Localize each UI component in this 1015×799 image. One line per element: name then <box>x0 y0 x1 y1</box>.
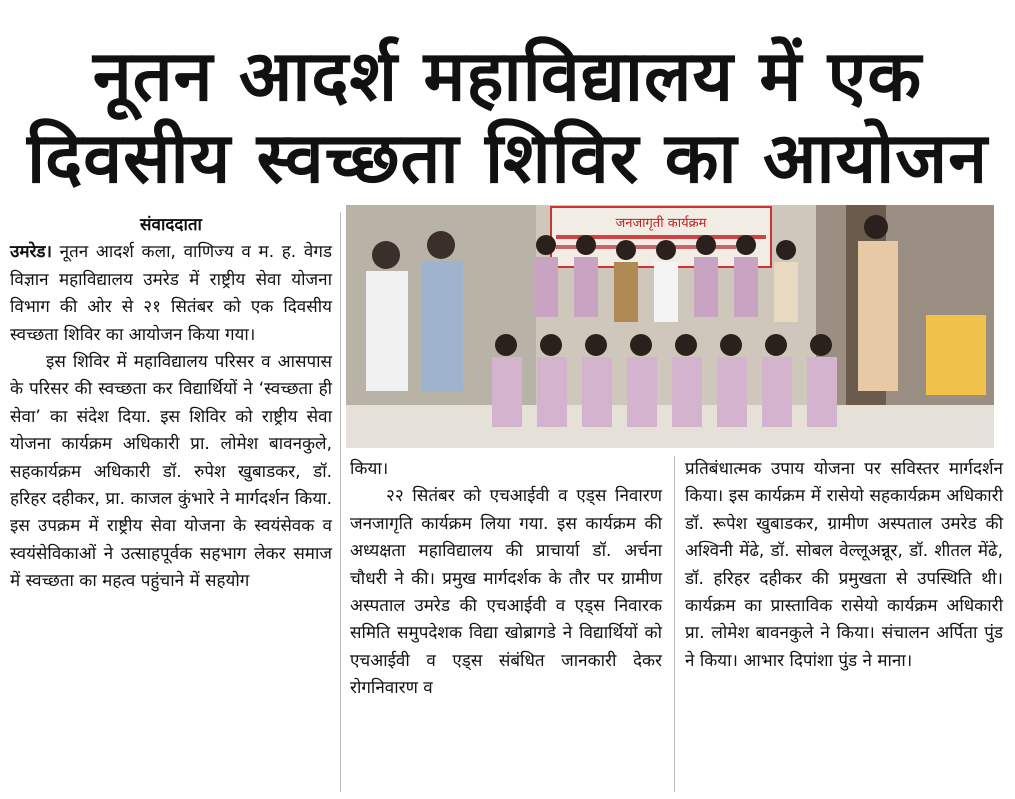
event-photo <box>346 205 994 448</box>
column-divider-1 <box>340 212 341 792</box>
event-photo-illustration <box>346 205 994 448</box>
column-divider-2 <box>674 456 675 792</box>
article-column-3 <box>685 456 1003 675</box>
headline-line-2: दिवसीय स्वच्छता शिविर का आयोजन <box>26 117 989 199</box>
portrait-frame <box>926 315 986 395</box>
headline-line-1: नूतन आदर्श महाविद्यालय में एक <box>92 35 923 117</box>
banner-text: जनजागृती कार्यक्रम <box>615 216 707 231</box>
byline: संवाददाता <box>140 215 202 235</box>
paragraph-guidance: प्रतिबंधात्मक उपाय योजना पर सविस्तर मार्गदर्शन किया। इस कार्यक्रम में रासेयो सहकार्यक्रम अधिकारी डॉ. रूपेश खुबाडकर, ग्रामीण अस्पताल उमरेड की अश्विनी मेंढे, डॉ. सोबल वेल्लूअन्नूर, डॉ. शीतल मेंढे, डॉ. हरिहर दहीकर की प्रमुखता से उपस्थिति थी। कार्यक्रम का प्रास्ताविक रासेयो कार्यक्रम अधिकारी प्रा. लोमेश बावनकुले ने किया। संचालन अर्पिता पुंड ने किया। आभार दिपांशा पुंड ने माना। <box>685 459 1003 671</box>
article-column-2 <box>350 456 662 703</box>
paragraph-continued: किया। <box>350 459 389 479</box>
paragraph-camp: इस शिविर में महाविद्यालय परिसर व आसपास के परिसर की स्वच्छता कर विद्यार्थियों ने ‘स्वच्छता ही सेवा’ का संदेश दिया. इस शिविर को राष्ट्रीय सेवा योजना कार्यक्रम अधिकारी प्रा. लोमेश बावनकुले, सहकार्यक्रम अधिकारी डॉ. रुपेश खुबाडकर, डॉ. हरिहर दहीकर, प्रा. काजल कुंभारे ने मार्गदर्शन किया. इस उपक्रम में राष्ट्रीय सेवा योजना के स्वयंसेवक व स्वयंसेविकाओं ने उत्साहपूर्वक सहभाग लेकर समाज में स्वच्छता का महत्व पहुंचाने में सहयोग <box>10 352 332 592</box>
paragraph-intro-text: नूतन आदर्श कला, वाणिज्य व म. ह. वेगड विज्ञान महाविद्यालय उमरेड में राष्ट्रीय सेवा योजना विभाग की ओर से २१ सितंबर को एक दिवसीय स्वच्छता शिविर का आयोजन किया गया। <box>10 242 332 345</box>
paragraph-intro <box>10 239 332 349</box>
dateline: उमरेड। <box>10 242 52 263</box>
paragraph-hiv-program: २२ सितंबर को एचआईवी व एड्स निवारण जनजागृति कार्यक्रम लिया गया. इस कार्यक्रम की अध्यक्षता महाविद्यालय की प्राचार्या डॉ. अर्चना चौधरी ने की। प्रमुख मार्गदर्शक के तौर पर ग्रामीण अस्पताल उमरेड की एचआईवी व एड्स निवारक समिति समुपदेशक विद्या खोब्रागडे ने विद्यार्थियों को एचआईवी व एड्स संबंधित जानकारी देकर रोगनिवारण व <box>350 486 662 699</box>
article-column-1 <box>10 212 332 596</box>
